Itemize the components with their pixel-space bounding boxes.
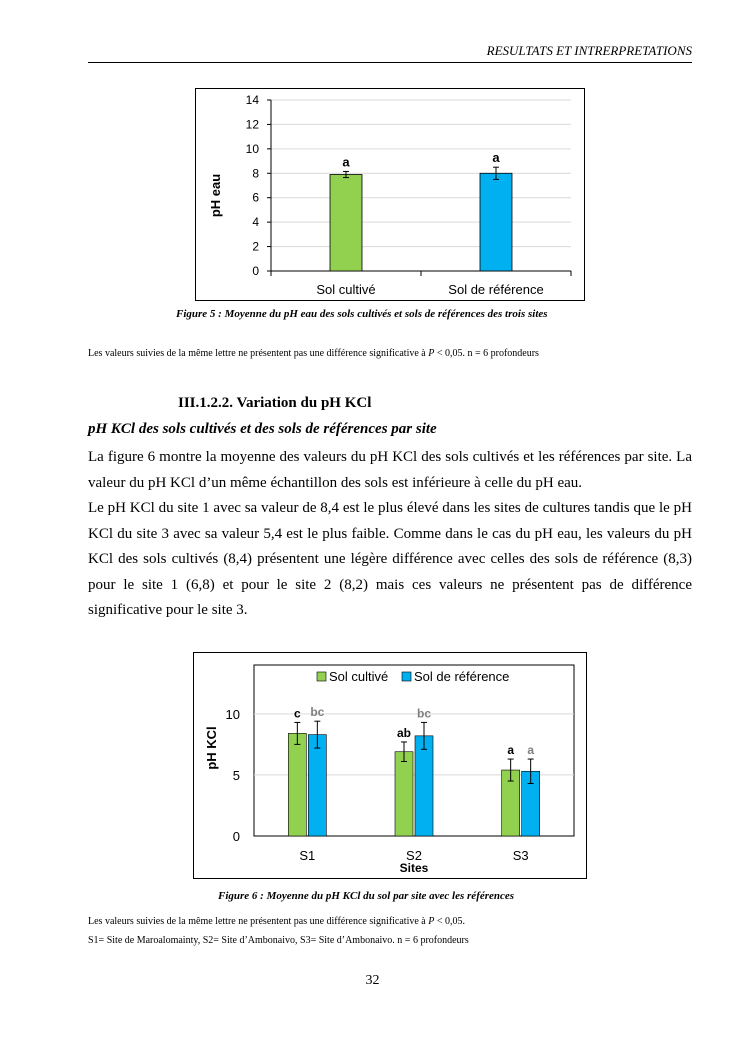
figure5-chart-svg [196, 89, 584, 300]
y-tick-label: 0 [232, 829, 240, 844]
x-tick-label: Sol cultivé [316, 282, 376, 297]
bar-sol-reference [480, 173, 512, 271]
significance-letter: c [293, 706, 301, 721]
y-axis-label: pH KCl [204, 726, 219, 770]
bar-s1-sol-cultive [288, 733, 306, 836]
figure6-sites-note: S1= Site de Maroalomainty, S2= Site d’Ambonaivo, S3= Site d’Ambonaivo. n = 6 profondeurs [88, 935, 469, 946]
y-tick-label: 14 [245, 93, 259, 107]
significance-letter: a [492, 150, 500, 166]
y-tick-label: 5 [232, 767, 240, 783]
figure5-note: Les valeurs suivies de la même lettre ne présentent pas une différence significative à P < 0,05. n = 6 profondeurs [88, 348, 539, 359]
x-tick-label: Sol de référence [448, 282, 544, 297]
section-subheading: pH KCl des sols cultivés et des sols de références par site [88, 421, 437, 437]
x-tick-label: S2 [406, 848, 422, 863]
bar-s1-sol-reference [308, 735, 326, 836]
paragraph: Le pH KCl du site 1 avec sa valeur de 8,4 est le plus élevé dans les sites de cultures tandis que le pH KCl du site 3 avec sa valeur 5,4 est le plus faible. Comme dans le cas du pH eau, les valeurs du pH KCl des sols cultivés (8,4) présentent une légère différence avec celles des sols de référence (8,3) pour le site 1 (6,8) et pour le site 2 (8,2) mais ces valeurs ne présentent pas de différence significative pour le site 3. [88, 500, 692, 618]
significance-letter: ab [396, 725, 412, 740]
significance-letter: bc [416, 706, 432, 721]
legend-label: Sol cultivé [329, 669, 389, 684]
legend-label: Sol de référence [414, 669, 510, 684]
y-tick-label: 10 [245, 141, 259, 156]
figure6-chart [193, 652, 587, 879]
figure6-caption: Figure 6 : Moyenne du pH KCl du sol par site avec les références [218, 890, 515, 902]
page-number: 32 [365, 973, 380, 988]
figure5-chart [195, 88, 585, 301]
x-tick-label: S3 [512, 848, 529, 863]
legend-swatch [402, 672, 411, 681]
y-axis-label: pH eau [208, 173, 223, 218]
significance-letter: a [527, 743, 535, 758]
y-tick-label: 8 [252, 166, 259, 181]
x-tick-label: S1 [299, 848, 316, 863]
significance-letter: a [342, 154, 350, 170]
figure6-note: Les valeurs suivies de la même lettre ne présentent pas une différence significative à P < 0,05. [88, 916, 465, 927]
y-tick-label: 10 [225, 706, 240, 722]
y-tick-label: 12 [245, 117, 259, 132]
bar-sol-cultive [330, 175, 362, 271]
significance-letter: bc [310, 705, 325, 720]
bar-s2-sol-reference [415, 736, 433, 836]
y-tick-label: 0 [252, 264, 259, 278]
y-tick-label: 2 [252, 239, 259, 254]
significance-letter: a [507, 743, 515, 758]
body-text [88, 445, 692, 624]
paragraph: La figure 6 montre la moyenne des valeurs du pH KCl des sols cultivés et les références par site. La valeur du pH KCl d’un même échantillon des sols est inférieure à celle du pH eau. [88, 449, 692, 491]
bar-s2-sol-cultive [395, 752, 413, 836]
y-tick-label: 4 [252, 215, 259, 230]
figure6-chart-svg [194, 653, 586, 878]
legend-swatch [317, 672, 326, 681]
running-header: RESULTATS ET INTRERPRETATIONS [88, 43, 692, 63]
x-axis-label: Sites [399, 861, 429, 875]
section-heading: III.1.2.2. Variation du pH KCl [178, 395, 372, 411]
figure5-caption: Figure 5 : Moyenne du pH eau des sols cultivés et sols de références des trois sites [176, 308, 548, 320]
y-tick-label: 6 [252, 190, 259, 205]
